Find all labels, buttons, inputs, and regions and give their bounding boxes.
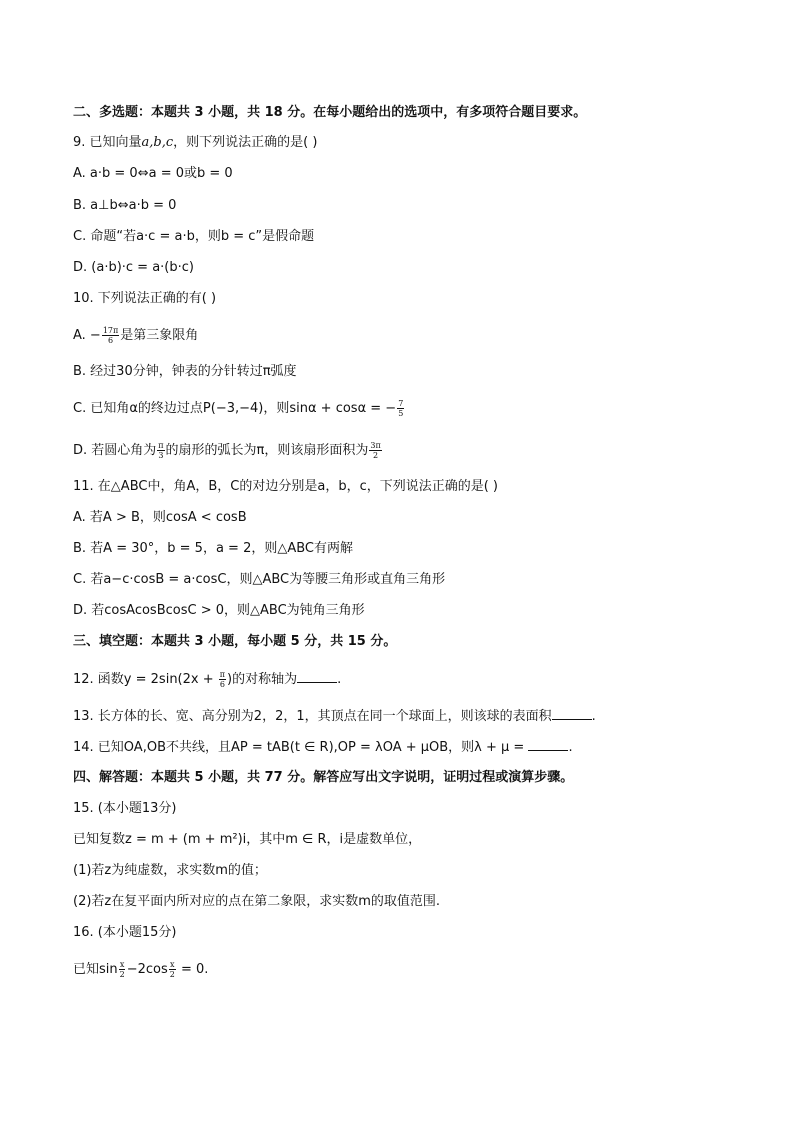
q13-text: 13. 长方体的长、宽、高分别为2，2，1，其顶点在同一个球面上，则该球的表面积 bbox=[73, 709, 552, 724]
q15-part-2: (2)若z在复平面内所对应的点在第二象限，求实数m的取值范围. bbox=[73, 894, 441, 909]
q9-option-a: A. a·b = 0⇔a = 0或b = 0 bbox=[73, 166, 233, 181]
q10-d-den2: 2 bbox=[373, 451, 379, 460]
q9-option-d: D. (a·b)·c = a·(b·c) bbox=[73, 260, 194, 275]
q11-option-c: C. 若a−c·cosB = a·cosC，则△ABC为等腰三角形或直角三角形 bbox=[73, 572, 446, 587]
q12-fraction bbox=[219, 670, 226, 689]
q14-answer-blank[interactable] bbox=[528, 738, 568, 751]
q10-d-prefix: D. 若圆心角为 bbox=[73, 443, 157, 458]
q13-end: . bbox=[591, 709, 596, 724]
q12-den: 6 bbox=[219, 680, 225, 689]
section-3-heading: 三、填空题：本题共 3 小题，每小题 5 分，共 15 分。 bbox=[73, 634, 397, 649]
q10-option-a bbox=[73, 326, 198, 345]
q10-d-fraction-1 bbox=[157, 441, 164, 460]
q10-a-fraction bbox=[102, 326, 119, 345]
q12-tail: )的对称轴为 bbox=[227, 672, 298, 687]
section-4-heading: 四、解答题：本题共 5 小题，共 77 分。解答应写出文字说明，证明过程或演算步骤。 bbox=[73, 770, 574, 785]
q10-a-num: 17π bbox=[102, 326, 119, 335]
q12-prefix: 12. 函数y = 2sin(2x + bbox=[73, 672, 218, 687]
q12-num: π bbox=[219, 670, 226, 679]
q10-d-num2: 3π bbox=[370, 441, 381, 450]
section-2-heading: 二、多选题：本题共 3 小题，共 18 分。在每小题给出的选项中，有多项符合题目要求。 bbox=[73, 105, 587, 120]
q10-d-den1: 3 bbox=[158, 451, 164, 460]
q11-option-a: A. 若A > B，则cosA < cosB bbox=[73, 510, 247, 525]
q13-answer-blank[interactable] bbox=[552, 707, 592, 720]
q14 bbox=[73, 738, 573, 757]
q15-part-1: (1)若z为纯虚数，求实数m的值； bbox=[73, 863, 267, 878]
q11-option-b: B. 若A = 30°，b = 5，a = 2，则△ABC有两解 bbox=[73, 541, 354, 556]
q16-fraction-2 bbox=[169, 960, 176, 979]
q16-num2: x bbox=[170, 960, 175, 969]
q16-den1: 2 bbox=[119, 970, 125, 979]
q10-stem: 10. 下列说法正确的有( ) bbox=[73, 291, 217, 306]
q10-a-tail: 是第三象限角 bbox=[120, 328, 199, 343]
q16-stem bbox=[73, 960, 208, 979]
q14-end: . bbox=[568, 740, 573, 755]
q10-c-den: 5 bbox=[398, 409, 404, 418]
q16-tail: = 0. bbox=[176, 962, 209, 977]
q16-mid: −2cos bbox=[126, 962, 168, 977]
q10-d-mid: 的扇形的弧长为π，则该扇形面积为 bbox=[165, 443, 369, 458]
q16-fraction-1 bbox=[119, 960, 126, 979]
q9-vector-vars: a,b,c bbox=[141, 135, 174, 150]
q9-stem bbox=[73, 134, 317, 152]
q10-option-c bbox=[73, 399, 405, 418]
q16-num1: x bbox=[119, 960, 125, 969]
q12-answer-blank[interactable] bbox=[297, 670, 337, 683]
q15-title: 15. (本小题13分) bbox=[73, 801, 177, 816]
q12-end: . bbox=[337, 672, 342, 687]
q10-option-b: B. 经过30分钟，钟表的分针转过π弧度 bbox=[73, 364, 297, 379]
q9-option-c: C. 命题“若a·c = a·b，则b = c”是假命题 bbox=[73, 229, 315, 244]
q9-stem-tail: ，则下列说法正确的是( ) bbox=[173, 135, 318, 150]
q9-option-b: B. a⊥b⇔a·b = 0 bbox=[73, 198, 177, 213]
q10-d-fraction-2 bbox=[369, 441, 381, 460]
q16-den2: 2 bbox=[169, 970, 175, 979]
q11-stem: 11. 在△ABC中，角A，B，C的对边分别是a，b，c，下列说法正确的是( ) bbox=[73, 479, 498, 494]
q16-title: 16. (本小题15分) bbox=[73, 925, 177, 940]
q12 bbox=[73, 670, 341, 689]
q10-a-den: 6 bbox=[108, 336, 114, 345]
q16-prefix: 已知sin bbox=[73, 962, 118, 977]
q14-text: 14. 已知OA,OB不共线，且AP = tAB(t ∈ R),OP = λOA + μOB，则λ + μ = bbox=[73, 740, 529, 755]
q10-c-fraction bbox=[397, 399, 404, 418]
q10-c-num: 7 bbox=[398, 399, 404, 408]
q13 bbox=[73, 707, 596, 726]
q15-stem: 已知复数z = m + (m + m²)i，其中m ∈ R，i是虚数单位， bbox=[73, 832, 422, 847]
q10-c-prefix: C. 已知角α的终边过点P(−3,−4)，则sinα + cosα = − bbox=[73, 401, 397, 416]
q10-option-d bbox=[73, 441, 383, 460]
q11-option-d: D. 若cosAcosBcosC > 0，则△ABC为钝角三角形 bbox=[73, 603, 365, 618]
q9-stem-text: 9. 已知向量 bbox=[73, 135, 142, 150]
q10-a-prefix: A. − bbox=[73, 328, 101, 343]
q10-d-num1: π bbox=[158, 441, 164, 450]
